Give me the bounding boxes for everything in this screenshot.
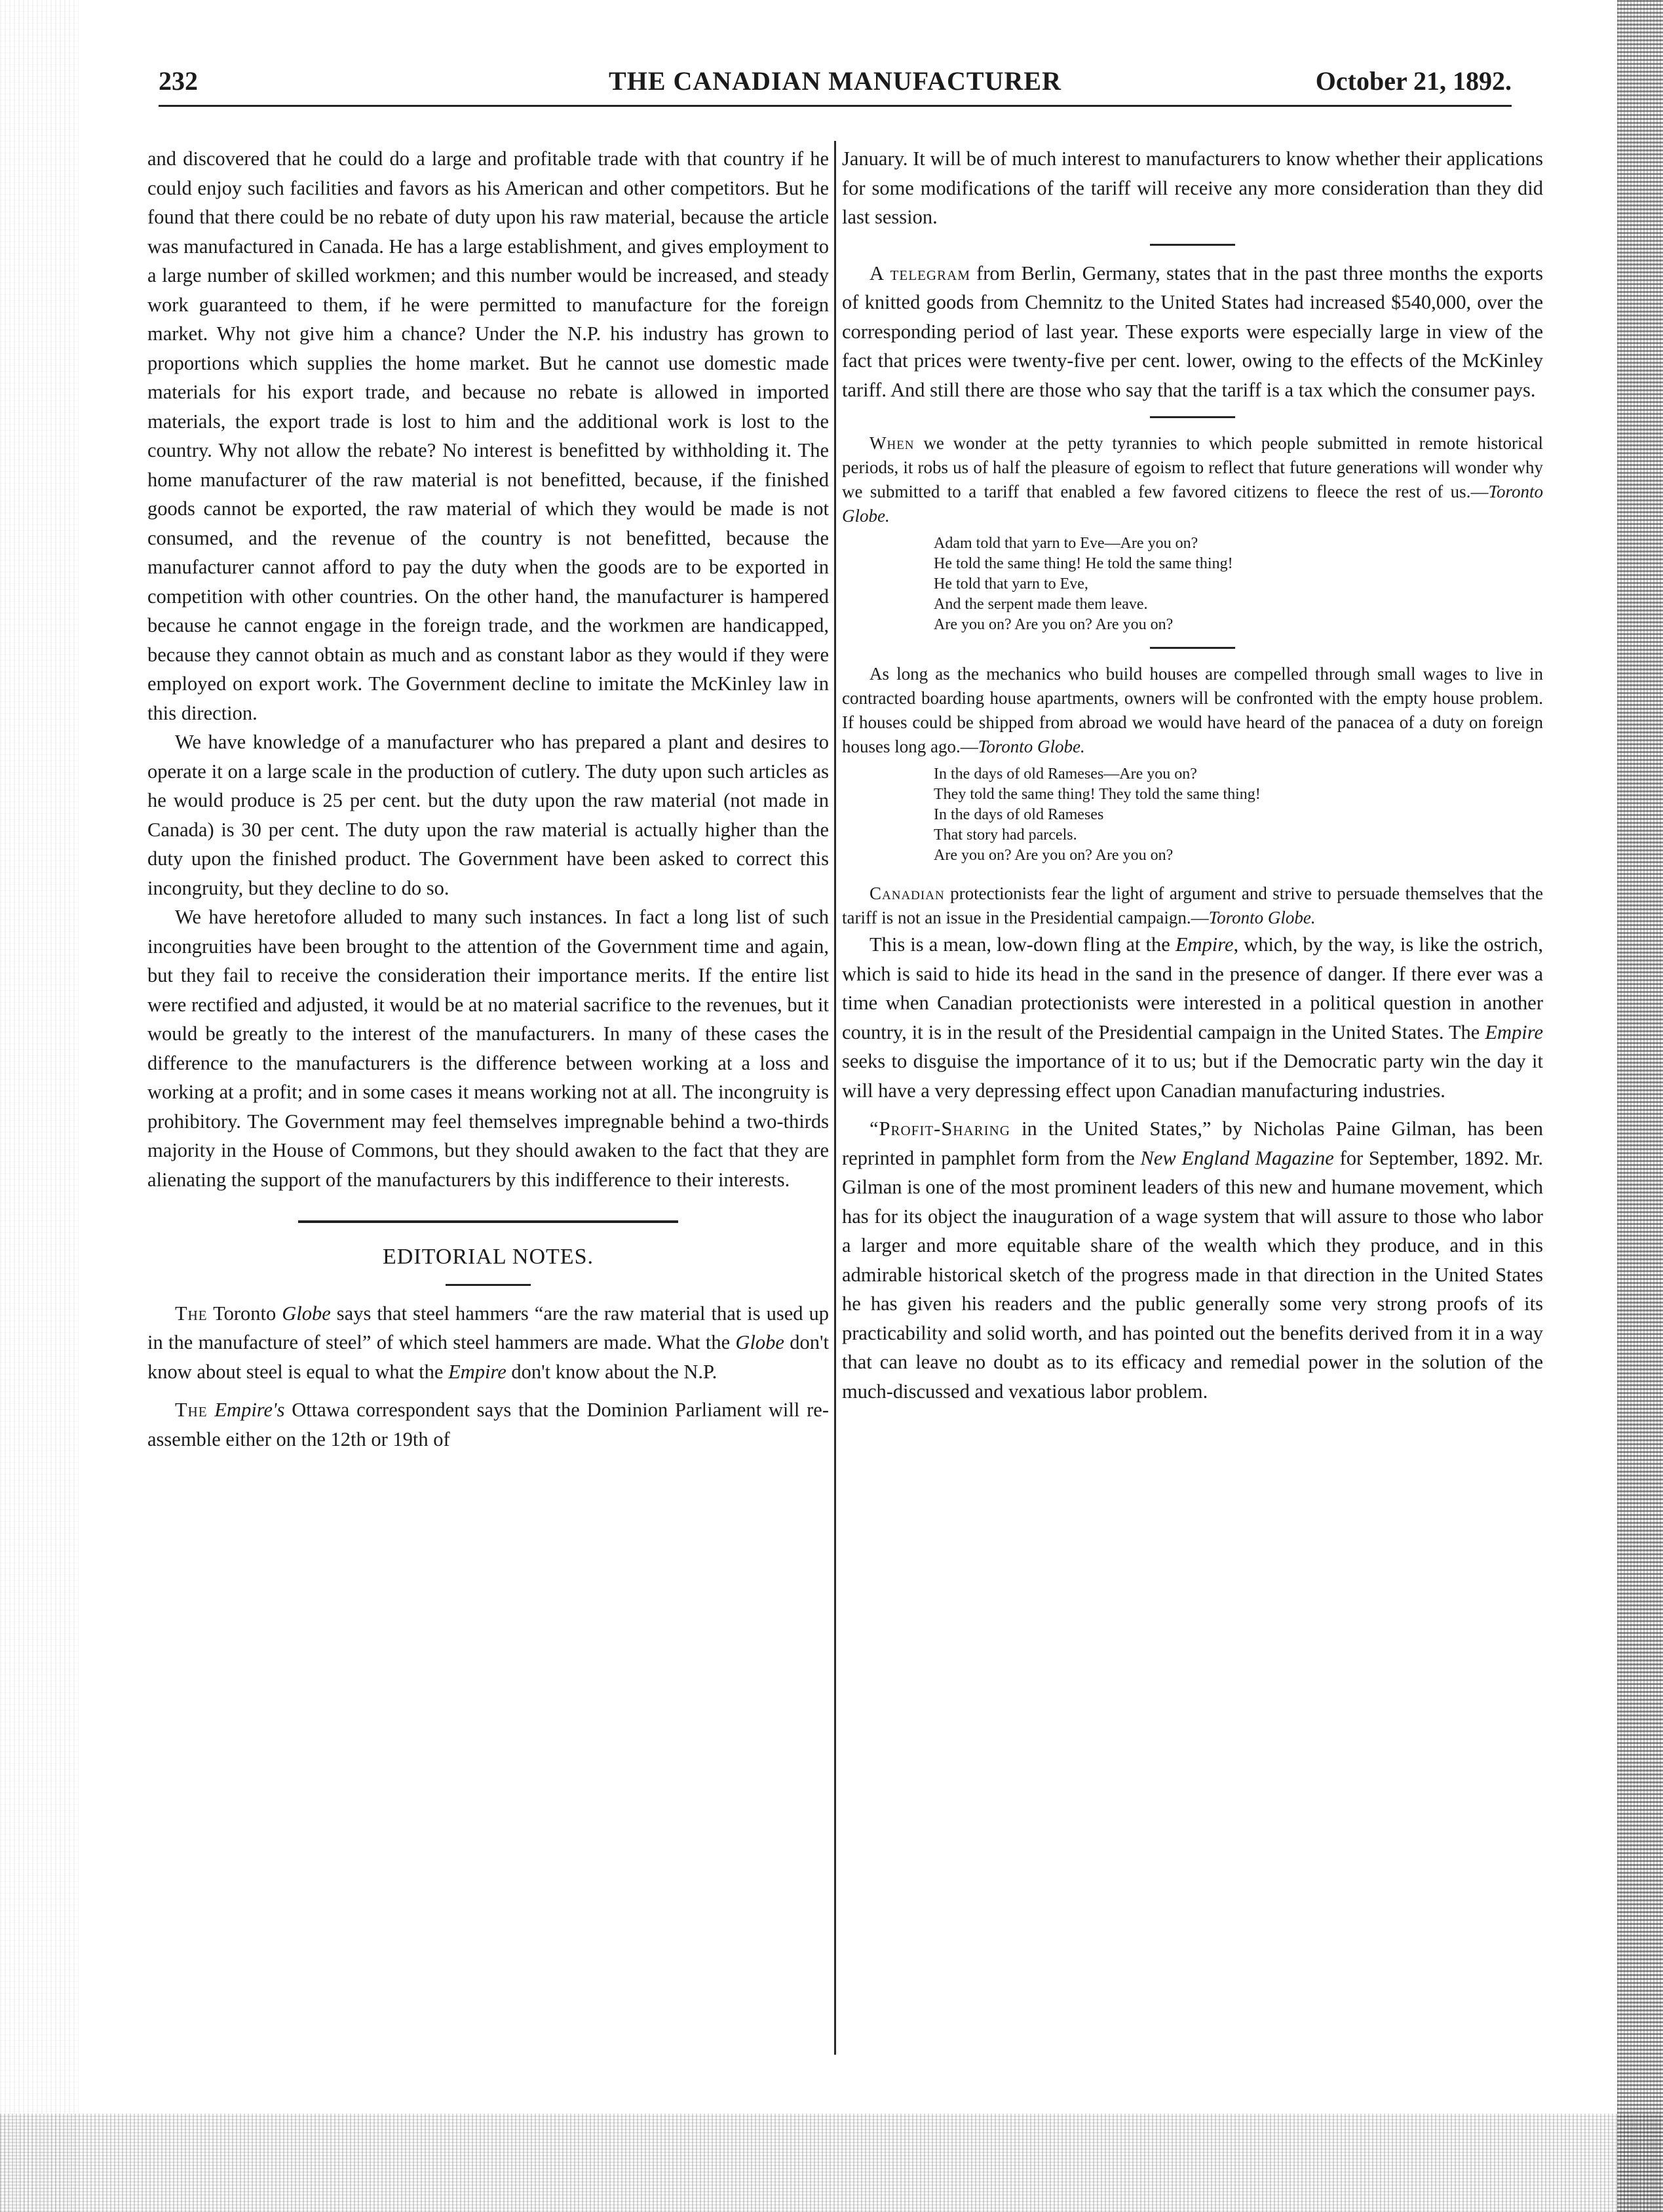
article-paragraph: We have knowledge of a manufacturer who has prepared a plant and desires to operate it on a large scale in the production of cutlery. The duty upon such articles as he would produce is 25 per cent. but the duty upon the raw material (not made in Canada) is 30 per cent. The duty upon the raw material is actually higher than the duty upon the finished product. The Government have been asked to correct this incongruity, but they decline to do so. xyxy=(147,731,829,899)
article-paragraph: January. It will be of much interest to manufacturers to know whether their applications for some modifications of the tariff will receive any more consideration than they did last session. xyxy=(842,147,1543,228)
note-separator xyxy=(1150,647,1235,649)
verse xyxy=(934,534,1543,635)
editorial-note: This is a mean, low-down fling at the Empire, which, by the way, is like the ostrich, which is said to hide its head in the sand in the presence of danger. If there ever was a time when Canadian protectionists were interested in a political question in another country, it is in the result of the Presidential campaign in the United States. The Empire seeks to disguise the importance of it to us; but if the Democratic party win the day it will have a very depressing effect upon Canadian manufacturing industries. xyxy=(842,933,1544,1102)
section-rule xyxy=(298,1220,678,1223)
verse-line: They told the same thing! They told the same thing! xyxy=(934,786,1261,803)
editorial-note: The Toronto Globe says that steel hammers “are the raw material that is used up in the manufacture of steel” of which steel hammers are made. What the Globe don't know about steel is equal to what the Empire don't know about the N.P. xyxy=(147,1302,829,1383)
column-divider xyxy=(834,141,836,2055)
verse-line: In the days of old Rameses—Are you on? xyxy=(934,766,1197,783)
verse-line: That story had parcels. xyxy=(934,826,1077,844)
page-header xyxy=(159,66,1512,107)
scan-noise-bottom xyxy=(0,2114,1663,2212)
editorial-note: A telegram from Berlin, Germany, states that in the past three months the exports of knitted goods from Chemnitz to the United States had increased $540,000, over the corresponding period of last year. These exports were especially large in view of the fact that prices were twenty-five per cent. lower, owing to the effects of the McKinley tariff. And still there are those who say that the tariff is a tax which the consumer pays. xyxy=(842,262,1543,401)
editorial-note: The Empire's Ottawa correspondent says that the Dominion Parliament will re-assemble either on the 12th or 19th of xyxy=(147,1399,829,1450)
note-separator xyxy=(1150,244,1235,246)
article-paragraph: and discovered that he could do a large and profitable trade with that country if he could enjoy such facilities and favors as his American and other competitors. But he found that there could be no rebate of duty upon his raw material, because the article was manufactured in Canada. He has a large establishment, and gives employment to a large number of skilled workmen; and this number would be increased, and steady work guaranteed to them, if he were permitted to manufacture for the foreign market. Why not give him a chance? Under the N.P. his industry has grown to proportions which supplies the home market. But he cannot use domestic made materials for his export trade, and because no rebate is allowed in imported materials, the export trade is lost to him and the additional work is lost to the country. Why not allow the rebate? No interest is benefitted by withholding it. The home manufacturer of the raw material is not benefitted, because, if the finished goods cannot be exported, the raw material of which they would be made is not consumed, and the revenue of the country is not benefitted, because the manufacturer cannot afford to pay the duty when the goods are to be exported in competition with other countries. On the other hand, the manufacturer is hampered because he cannot engage in the foreign trade, and the workmen are handicapped, because they cannot obtain as much and as constant labor as they would if they were employed on export work. The Government decline to imitate the McKinley law in this direction. xyxy=(147,147,829,724)
verse-line: Adam told that yarn to Eve—Are you on? xyxy=(934,535,1198,552)
article-paragraph: We have heretofore alluded to many such instances. In fact a long list of such incongruities have been brought to the attention of the Government time and again, but they fail to receive the consideration their importance merits. If the entire list were rectified and adjusted, it would be at no material sacrifice to the revenues, but it would be greatly to the interest of the manufacturers. In many of these cases the difference to the manufacturers is the difference between working at a loss and working at a profit; and in some cases it means working not at all. The incongruity is prohibitory. The Government may feel themselves impregnable behind a two-thirds majority in the House of Commons, but they should awaken to the fact that they are alienating the support of the manufacturers by this indifference to their interests. xyxy=(147,906,829,1191)
lead-word: The xyxy=(175,1399,208,1421)
verse-line: Are you on? Are you on? Are you on? xyxy=(934,616,1174,633)
publication-title: THE CANADIAN MANUFACTURER xyxy=(609,66,1061,96)
publication-name: Empire xyxy=(1175,933,1234,956)
issue-date: October 21, 1892. xyxy=(1315,66,1512,96)
quoted-note: Canadian protectionists fear the light of argument and strive to persuade themselves that the tariff is not an issue in the Presidential campaign.—Toronto Globe. xyxy=(842,883,1543,927)
verse-line: Are you on? Are you on? Are you on? xyxy=(934,847,1174,864)
verse-line: He told the same thing! He told the same thing! xyxy=(934,555,1233,572)
lead-word: A telegram xyxy=(870,262,970,284)
publication-name: Empire xyxy=(448,1360,507,1383)
publication-name: New England Magazine xyxy=(1140,1146,1334,1169)
lead-word: When xyxy=(870,433,915,453)
verse-line: And the serpent made them leave. xyxy=(934,596,1148,613)
publication-name: Empire's xyxy=(207,1399,285,1421)
page-number: 232 xyxy=(159,66,198,96)
publication-name: Globe xyxy=(282,1302,331,1325)
lead-word: Canadian xyxy=(870,883,945,903)
scan-noise-right xyxy=(1617,0,1663,2212)
verse xyxy=(934,764,1543,866)
publication-name: Globe xyxy=(735,1331,784,1353)
right-column xyxy=(842,144,1543,2051)
note-separator xyxy=(1150,416,1235,418)
verse-line: In the days of old Rameses xyxy=(934,806,1104,823)
editorial-note: “Profit-Sharing in the United States,” by Nicholas Paine Gilman, has been reprinted in pamphlet form from the New England Magazine for September, 1892. Mr. Gilman is one of the most prominent leaders of this new and humane movement, which has for its object the inauguration of a wage system that will assure to those who labor a larger and more equitable share of the wealth which they produce, and in this admirable historical sketch of the progress made in that direction in the United States he has given his readers and the public generally some very strong proofs of its practicability and solid worth, and has pointed out the benefits derived from it in a way that can leave no doubt as to its efficacy and remedial power in the solution of the much-discussed and vexatious labor problem. xyxy=(842,1117,1543,1403)
source-credit: Toronto Globe. xyxy=(842,482,1543,526)
verse-line: He told that yarn to Eve, xyxy=(934,575,1088,592)
quoted-note: As long as the mechanics who build houses are compelled through small wages to live in contracted boarding house apartments, owners will be confronted with the empty house problem. If houses could be shipped from abroad we would have heard of the panacea of a duty on foreign houses long ago.—Toronto Globe. xyxy=(842,664,1543,756)
publication-name: Empire xyxy=(1485,1020,1543,1043)
source-credit: Toronto Globe. xyxy=(978,737,1085,756)
lead-word: The xyxy=(175,1302,208,1325)
source-credit: Toronto Globe. xyxy=(1208,908,1316,927)
section-heading: EDITORIAL NOTES. xyxy=(383,1245,594,1269)
scan-noise-left xyxy=(0,0,79,2212)
lead-word: “Profit-Sharing xyxy=(870,1117,1010,1140)
note-separator xyxy=(446,1284,531,1286)
quoted-note: When we wonder at the petty tyrannies to which people submitted in remote historical periods, it robs us of half the pleasure of egoism to reflect that future generations will wonder why we submitted to a tariff that enabled a few favored citizens to fleece the rest of us.—Toronto Globe. xyxy=(842,433,1543,526)
left-column xyxy=(147,144,829,2051)
